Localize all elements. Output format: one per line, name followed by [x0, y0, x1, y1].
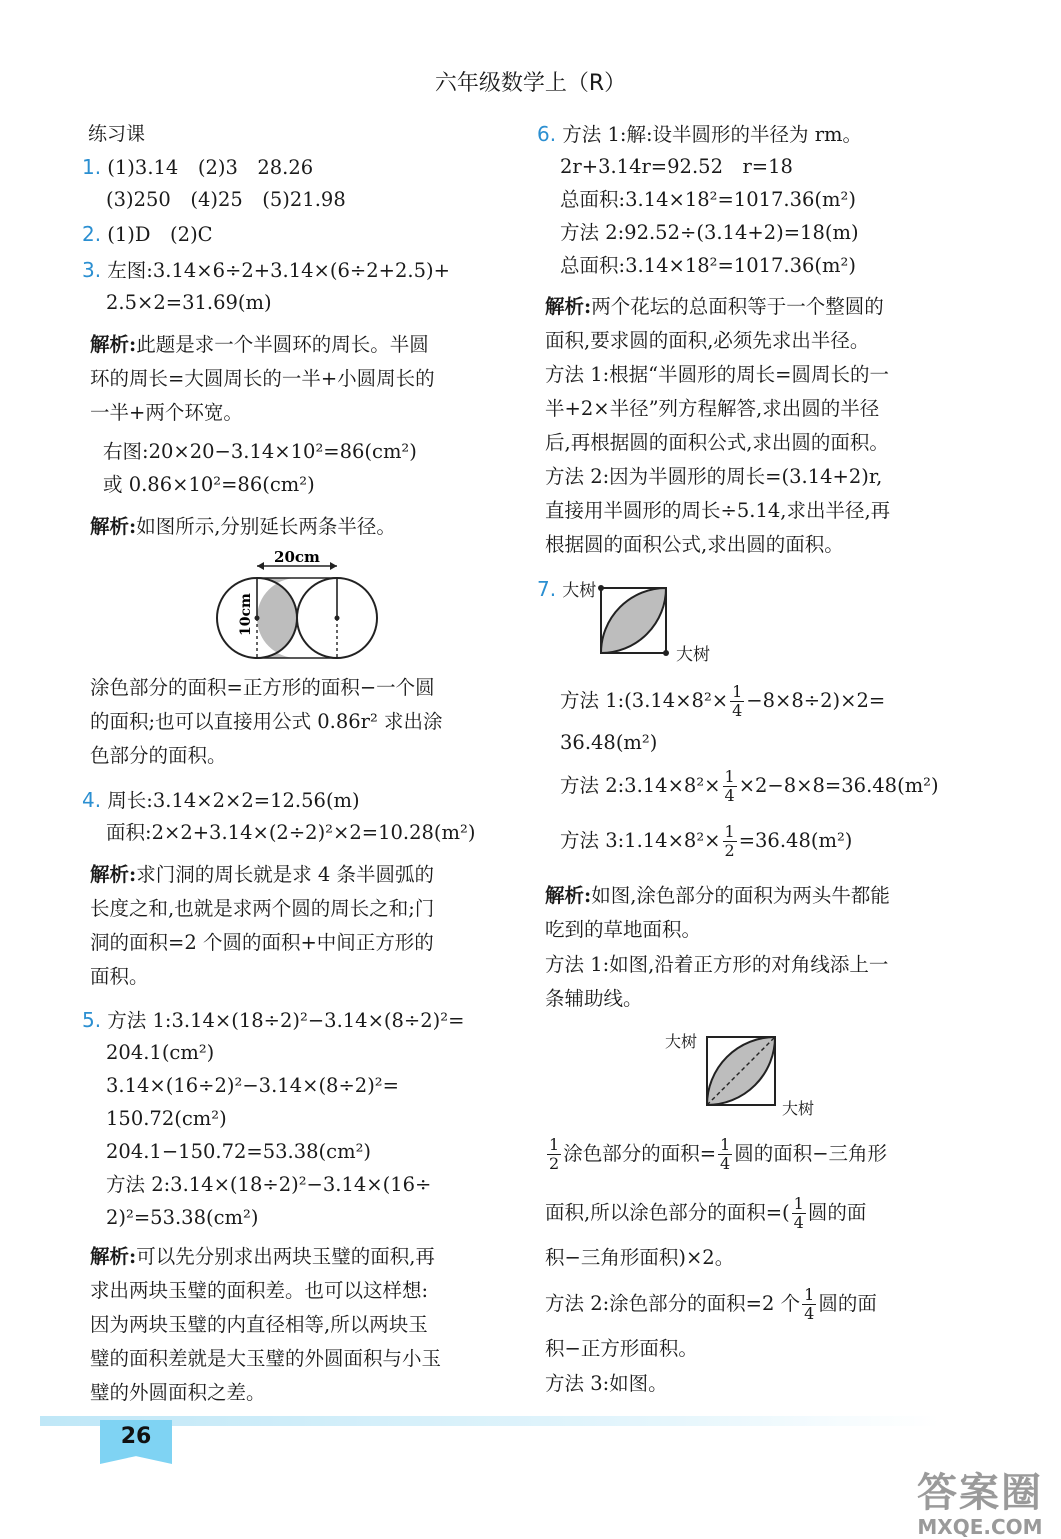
q5-explanation [90, 1243, 435, 1271]
q4-number: 4. [82, 788, 102, 812]
text-fragment: 方法 1:(3.14×8²× [560, 689, 729, 712]
text-fragment: 方法 2:3.14×8²× [560, 774, 721, 797]
q1 [82, 153, 313, 182]
text-line: 直接用半圆形的周长÷5.14,求出半径,再 [545, 499, 891, 522]
q3-line2: 2.5×2=31.69(m) [106, 291, 272, 314]
q7-text2 [545, 1195, 866, 1232]
text-line: 长度之和,也就是求两个圆的周长之和;门 [90, 897, 435, 920]
explanation-label: 解析: [90, 333, 137, 356]
text-line: 方法 1:如图,沿着正方形的对角线添上一 [545, 953, 889, 976]
q5-line6: 方法 2:3.14×(18÷2)²−3.14×(16÷ [106, 1173, 432, 1196]
q5-line7: 2)²=53.38(cm²) [106, 1206, 259, 1229]
text-line: 环的周长=大圆周长的一半+小圆周长的 [90, 367, 435, 390]
tree-label-a: 大树 [562, 581, 597, 601]
q7-text5: 积−正方形面积。 [545, 1337, 698, 1360]
text-line: 条辅助线。 [545, 987, 643, 1010]
text-line: 此题是求一个半圆环的周长。半圆 [136, 333, 429, 356]
fraction-one-quarter: $\frac{1}{4}$ [720, 1135, 731, 1173]
text-line: 涂色部分的面积=正方形的面积−一个圆 [90, 676, 435, 699]
text-line: 吃到的草地面积。 [545, 918, 702, 941]
text-line: 可以先分别求出两块玉璧的面积,再 [136, 1245, 435, 1268]
fig2-tree-label-a: 大树 [665, 1032, 698, 1051]
q6-line2: 2r+3.14r=92.52 r=18 [560, 155, 793, 178]
q7-method1-line2: 36.48(m²) [560, 731, 658, 754]
text-fragment: ×2−8×8=36.48(m²) [738, 774, 939, 797]
explanation-label: 解析: [545, 884, 592, 907]
q4-line1: 周长:3.14×2×2=12.56(m) [107, 789, 360, 812]
text-fragment: 方法 2:涂色部分的面积=2 个 [545, 1292, 801, 1315]
q7-text6: 方法 3:如图。 [545, 1372, 668, 1395]
q7-text4 [545, 1286, 877, 1323]
text-line: 面积。 [90, 965, 149, 988]
explanation-label: 解析: [90, 863, 137, 886]
q6-line4: 方法 2:92.52÷(3.14+2)=18(m) [560, 221, 859, 244]
fraction-one-half: $\frac{1}{2}$ [549, 1135, 560, 1173]
width-label: 20cm [274, 548, 320, 566]
q3-right-line1: 右图:20×20−3.14×10²=86(cm²) [103, 440, 417, 463]
q6 [537, 120, 862, 149]
q4-line2: 面积:2×2+3.14×(2÷2)²×2=10.28(m²) [106, 821, 476, 844]
page-number: 26 [120, 1424, 152, 1449]
watermark-url: MXQE.COM [917, 1515, 1043, 1539]
watermark-logo-text: 答案圈 [917, 1470, 1043, 1516]
q7-method3 [560, 823, 852, 860]
text-line: 的面积;也可以直接用公式 0.86r² 求出涂 [90, 710, 443, 733]
q7-number: 7. [537, 577, 557, 601]
text-fragment: 圆的面积−三角形 [734, 1142, 888, 1165]
text-fragment: =36.48(m²) [738, 829, 853, 852]
text-fragment: −8×8÷2)×2= [746, 689, 886, 712]
q6-line3: 总面积:3.14×18²=1017.36(m²) [560, 188, 856, 211]
text-line: 方法 1:根据“半圆形的周长=圆周长的一 [545, 363, 889, 386]
q5-line1: 方法 1:3.14×(18÷2)²−3.14×(8÷2)²= [107, 1009, 465, 1032]
text-line: 色部分的面积。 [90, 744, 227, 767]
watermark [905, 1470, 1055, 1538]
explanation-label: 解析: [90, 515, 137, 538]
text-line: 根据圆的面积公式,求出圆的面积。 [545, 533, 844, 556]
q3-number: 3. [82, 258, 102, 282]
q1-number: 1. [82, 155, 102, 179]
shaded-leaf [601, 588, 666, 653]
text-line: 一半+两个环宽。 [90, 401, 243, 424]
q1-line2: (3)250 (4)25 (5)21.98 [106, 188, 346, 211]
q7-number-row [537, 575, 596, 605]
q6-line1: 方法 1:解:设半圆形的半径为 rm。 [562, 123, 863, 146]
text-line: 半+2×半径”列方程解答,求出圆的半径 [545, 397, 880, 420]
q7-text3: 积−三角形面积)×2。 [545, 1246, 735, 1269]
q6-line5: 总面积:3.14×18²=1017.36(m²) [560, 254, 856, 277]
text-fragment: 涂色部分的面积= [563, 1142, 717, 1165]
q7-method1 [560, 683, 885, 720]
fraction-one-quarter: $\frac{1}{4}$ [793, 1194, 804, 1232]
text-fragment: 圆的面 [818, 1292, 877, 1315]
q4-explanation [90, 861, 434, 889]
fraction-one-quarter: $\frac{1}{4}$ [804, 1285, 815, 1323]
text-line: 两个花坛的总面积等于一个整圆的 [591, 295, 884, 318]
explanation-label: 解析: [545, 295, 592, 318]
tree-label-b: 大树 [676, 645, 710, 665]
q1-line1: (1)3.14 (2)3 28.26 [107, 156, 314, 179]
explanation-label: 解析: [90, 1245, 137, 1268]
fraction-one-quarter: $\frac{1}{4}$ [724, 767, 735, 805]
text-line: 求门洞的周长就是求 4 条半圆弧的 [136, 863, 435, 886]
q3 [82, 256, 450, 285]
text-line: 璧的面积差就是大玉璧的外圆面积与小玉 [90, 1347, 442, 1370]
footer-bar [40, 1416, 940, 1426]
q7-method2 [560, 768, 939, 805]
q7-explanation [545, 882, 890, 910]
text-line: 面积,要求圆的面积,必须先求出半径。 [545, 329, 870, 352]
text-line: 如图所示,分别延长两条半径。 [136, 515, 396, 538]
square-leaf-diagonal-figure [703, 1033, 783, 1111]
q2 [82, 220, 213, 249]
text-line: 求出两块玉璧的面积差。也可以这样想: [90, 1279, 429, 1302]
q6-number: 6. [537, 122, 557, 146]
q3-line1: 左图:3.14×6÷2+3.14×(6÷2+2.5)+ [107, 259, 450, 282]
text-line: 方法 2:因为半圆形的周长=(3.14+2)r, [545, 465, 883, 488]
text-fragment: 方法 3:1.14×8²× [560, 829, 721, 852]
fig2-tree-label-b: 大树 [782, 1099, 815, 1118]
q5-line2: 204.1(cm²) [106, 1041, 215, 1064]
q5-line4: 150.72(cm²) [106, 1107, 227, 1130]
q6-explanation [545, 293, 884, 321]
text-line: 如图,涂色部分的面积为两头牛都能 [591, 884, 890, 907]
height-label: 10cm [238, 593, 254, 636]
q4 [82, 786, 360, 815]
section-title: 练习课 [88, 123, 146, 145]
q3-explanation-1 [90, 331, 429, 359]
q5-number: 5. [82, 1008, 102, 1032]
page-header: 六年级数学上（R） [434, 71, 627, 96]
q5-line5: 204.1−150.72=53.38(cm²) [106, 1140, 372, 1163]
square-leaf-figure [596, 583, 676, 659]
q2-line1: (1)D (2)C [107, 223, 213, 246]
fraction-one-quarter: $\frac{1}{4}$ [732, 682, 743, 720]
text-fragment: 圆的面 [807, 1201, 867, 1224]
text-fragment: 面积,所以涂色部分的面积=( [545, 1201, 790, 1224]
fraction-one-half: $\frac{1}{2}$ [724, 822, 735, 860]
text-line: 洞的面积=2 个圆的面积+中间正方形的 [90, 931, 434, 954]
q3-explanation-2 [90, 513, 396, 541]
shaded-region [257, 578, 297, 658]
q3-right-line2: 或 0.86×10²=86(cm²) [103, 473, 315, 496]
two-circles-figure [205, 548, 385, 670]
text-line: 璧的外圆面积之差。 [90, 1381, 266, 1404]
q5-line3: 3.14×(16÷2)²−3.14×(8÷2)²= [106, 1074, 399, 1097]
text-line: 因为两块玉璧的内直径相等,所以两块玉 [90, 1313, 428, 1336]
q2-number: 2. [82, 222, 102, 246]
q7-text1 [545, 1136, 887, 1173]
q5 [82, 1006, 464, 1035]
text-line: 后,再根据圆的面积公式,求出圆的面积。 [545, 431, 889, 454]
